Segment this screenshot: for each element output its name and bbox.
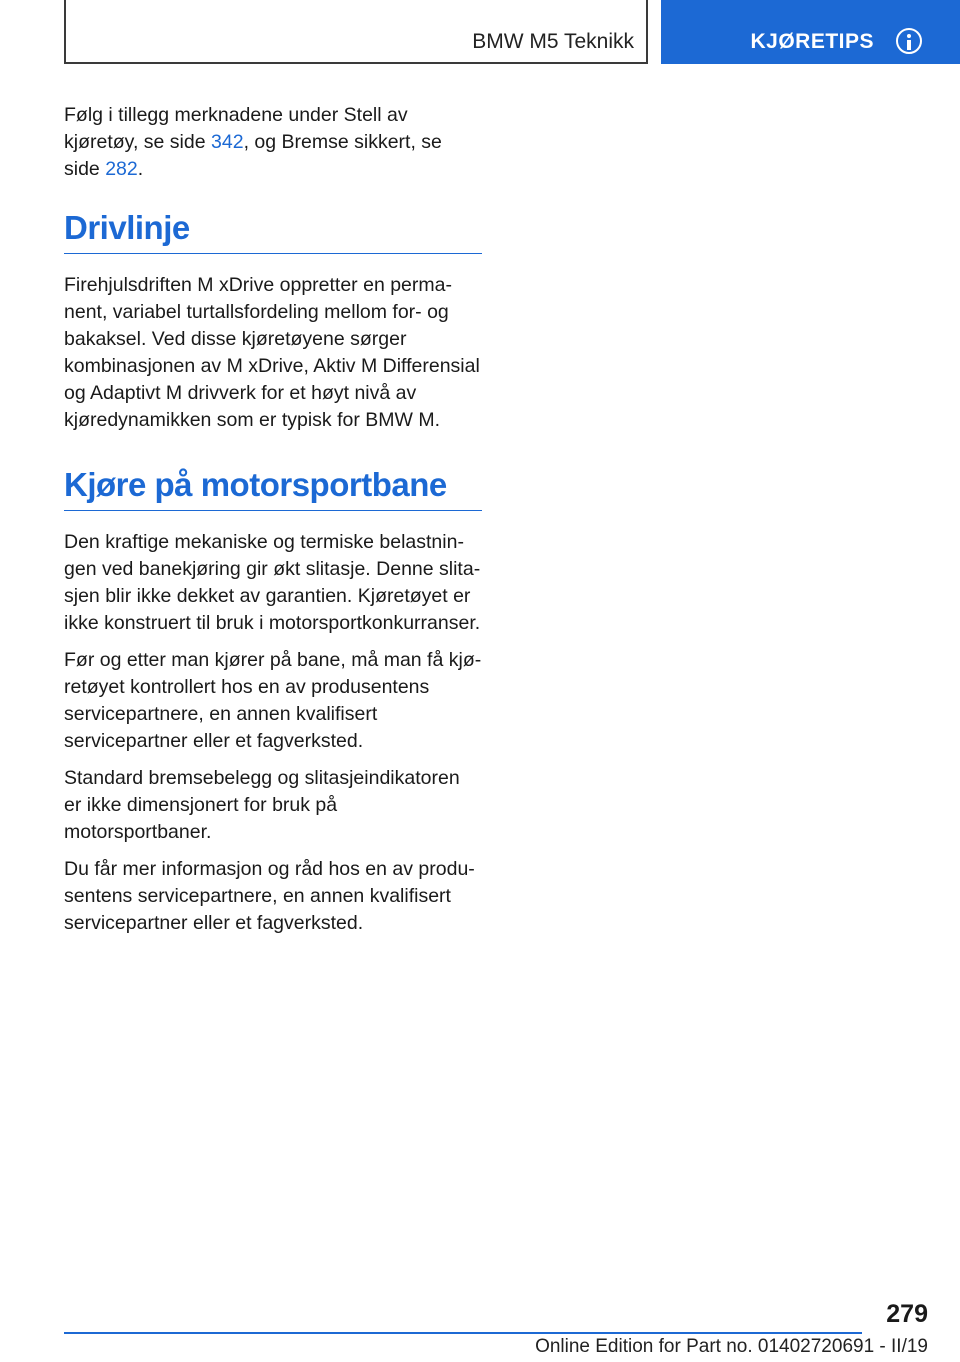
info-icon[interactable] bbox=[896, 28, 922, 54]
main-content bbox=[64, 102, 482, 947]
section-label: KJØRETIPS bbox=[750, 30, 874, 53]
intro-text-3: . bbox=[137, 158, 144, 180]
page-link-342[interactable]: 342 bbox=[211, 131, 244, 153]
intro-text-1: Følg i tillegg merknadene under Stell av kjøretøy, se side bbox=[64, 104, 408, 153]
drivlinje-paragraph: Firehjulsdriften M xDrive oppretter en permanent, variabel turtallsfordeling mellom for- og bakaksel. Ved disse kjøretøyene sørger kombinasjonen av M xDrive, Aktiv M Differensial og Adaptivt M drivverk for et høyt nivå av kjøredynamikken som er typisk for BMW M. bbox=[64, 274, 480, 431]
motorsport-paragraph-1: Den kraftige mekaniske og termiske belastningen ved banekjøring gir økt slitasje. Denne slitasjen blir ikke dekket av garantien. Kjøretøyet er ikke konstruert til bruk i motorsportkonkurranser. bbox=[64, 531, 481, 634]
heading-drivlinje: Drivlinje bbox=[64, 209, 482, 254]
page-link-282[interactable]: 282 bbox=[105, 158, 138, 180]
motorsport-paragraph-4: Du får mer informasjon og råd hos en av produsentens servicepartnere, en annen kvalifisert servicepartner eller et fagverksted. bbox=[64, 858, 475, 934]
manual-title: BMW M5 Teknikk bbox=[472, 30, 634, 53]
info-icon-dot bbox=[907, 34, 911, 38]
intro-text-2: , og Bremse sikkert, se side bbox=[64, 131, 442, 180]
header-section-tab[interactable] bbox=[661, 0, 960, 64]
motorsport-paragraph-2: Før og etter man kjører på bane, må man få kjøretøyet kontrollert hos en av produsentens servicepartnere, en annen kvalifisert servicepartner eller et fagverksted. bbox=[64, 649, 482, 752]
intro-paragraph bbox=[64, 102, 482, 183]
heading-motorsportbane: Kjøre på motorsportbane bbox=[64, 466, 482, 511]
footer-divider bbox=[64, 1332, 862, 1334]
motorsport-paragraph-3: Standard bremsebelegg og slitasjeindikatoren er ikke dimensjonert for bruk på motorsportbaner. bbox=[64, 767, 460, 843]
header-title-box bbox=[64, 0, 648, 64]
page-number: 279 bbox=[886, 1300, 928, 1328]
info-icon-bar bbox=[907, 40, 911, 50]
footer-edition: Online Edition for Part no. 01402720691 - II/19 bbox=[535, 1336, 928, 1357]
